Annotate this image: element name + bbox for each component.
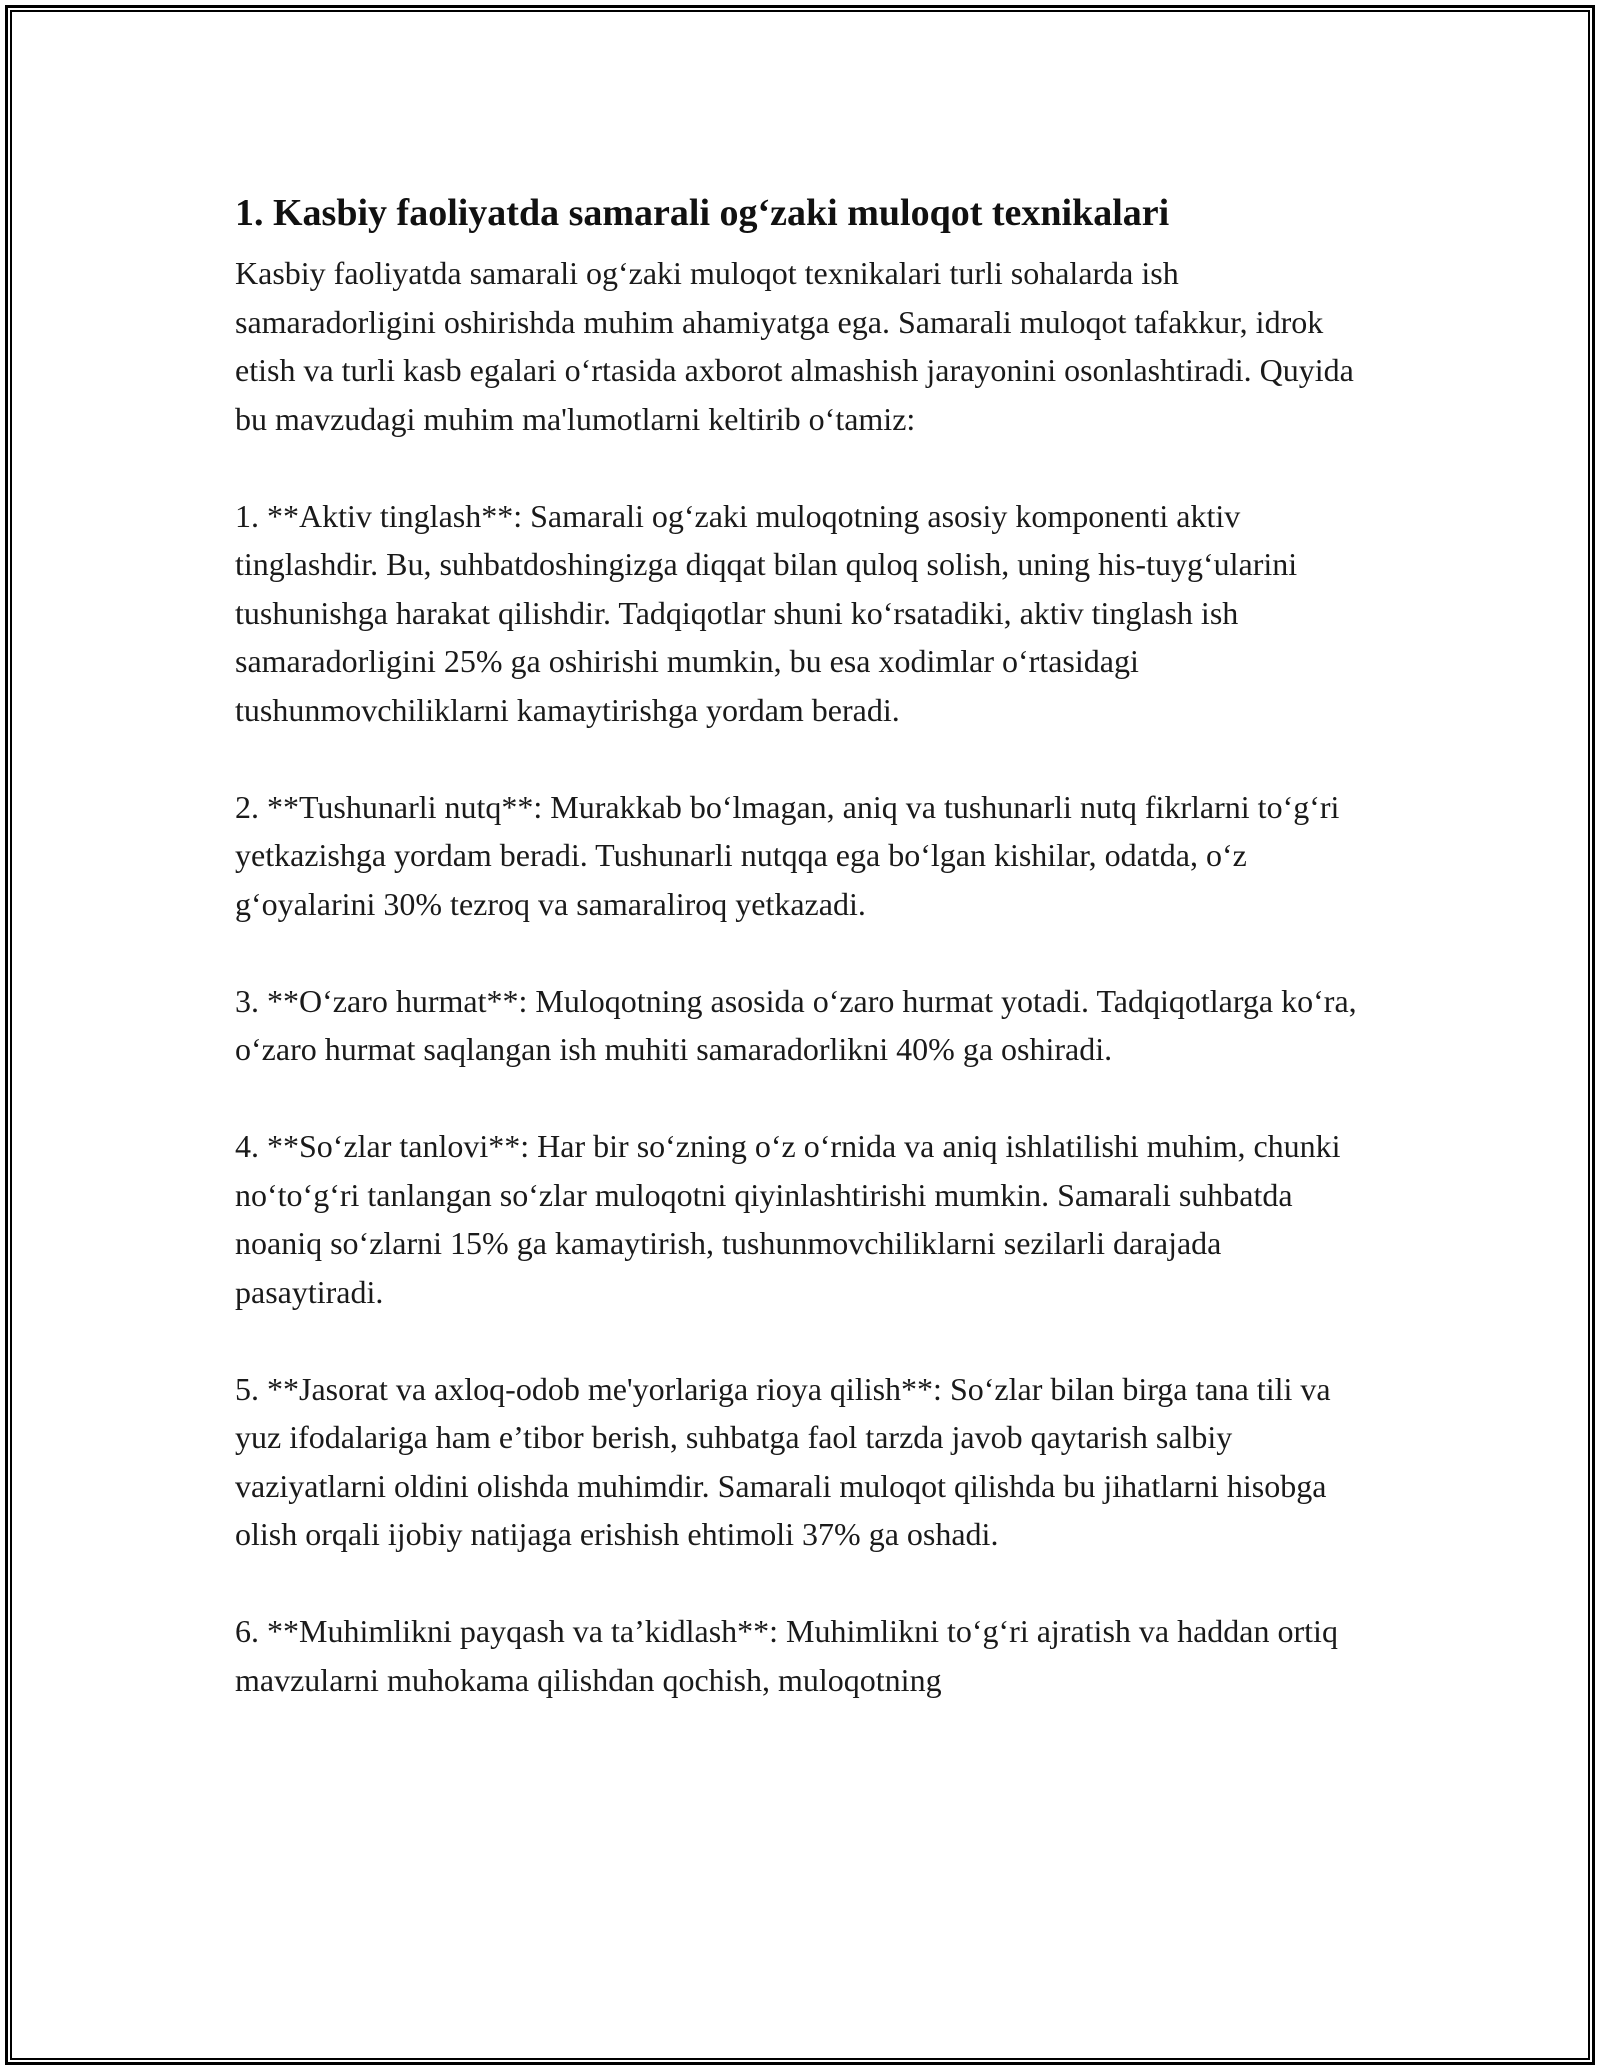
list-item-word-choice: 4. **So‘zlar tanlovi**: Har bir so‘zning o‘z o‘rnida va aniq ishlatilishi muhim, chunki no‘to‘g‘ri tanlangan so‘zlar muloqotni qiyinlashtirishi mumkin. Samarali suhbatda noaniq so‘zlarni 15% ga kamaytirish, tushunmovchiliklarni sezilarli darajada pasaytiradi. (235, 1128, 1341, 1310)
document-title: 1. Kasbiy faoliyatda samarali og‘zaki muloqot texnikalari (235, 192, 1170, 234)
list-item-importance: 6. **Muhimlikni payqash va ta’kidlash**: Muhimlikni to‘g‘ri ajratish va haddan ortiq mavzularni muhokama qilishdan qochish, muloqotning (235, 1613, 1338, 1698)
document-body (235, 187, 1375, 1704)
list-item-clear-speech: 2. **Tushunarli nutq**: Murakkab bo‘lmagan, aniq va tushunarli nutq fikrlarni to‘g‘ri yetkazishga yordam beradi. Tushunarli nutqqa ega bo‘lgan kishilar, odatda, o‘z g‘oyalarini 30% tezroq va samaraliroq yetkazadi. (235, 788, 1340, 922)
list-item-mutual-respect: 3. **O‘zaro hurmat**: Muloqotning asosida o‘zaro hurmat yotadi. Tadqiqotlarga ko‘ra, o‘zaro hurmat saqlangan ish muhiti samaradorlikni 40% ga oshiradi. (235, 982, 1357, 1067)
list-item-courage-ethics: 5. **Jasorat va axloq-odob me'yorlariga rioya qilish**: So‘zlar bilan birga tana tili va yuz ifodalariga ham e’tibor berish, suhbatga faol tarzda javob qaytarish salbiy vaziyatlarni oldini olishda muhimdir. Samarali muloqot qilishda bu jihatlarni hisobga olish orqali ijobiy natijaga erishish ehtimoli 37% ga oshadi. (235, 1370, 1331, 1552)
intro-paragraph: Kasbiy faoliyatda samarali og‘zaki muloqot texnikalari turli sohalarda ish samaradorligini oshirishda muhim ahamiyatga ega. Samarali muloqot tafakkur, idrok etish va turli kasb egalari o‘rtasida axborot almashish jarayonini osonlashtiradi. Quyida bu mavzudagi muhim ma'lumotlarni keltirib o‘tamiz: (235, 255, 1354, 437)
list-item-active-listening: 1. **Aktiv tinglash**: Samarali og‘zaki muloqotning asosiy komponenti aktiv tinglashdir. Bu, suhbatdoshingizga diqqat bilan quloq solish, uning his-tuyg‘ularini tushunishga harakat qilishdir. Tadqiqotlar shuni ko‘rsatadiki, aktiv tinglash ish samaradorligini 25% ga oshirishi mumkin, bu esa xodimlar o‘rtasidagi tushunmovchiliklarni kamaytirishga yordam beradi. (235, 497, 1298, 728)
